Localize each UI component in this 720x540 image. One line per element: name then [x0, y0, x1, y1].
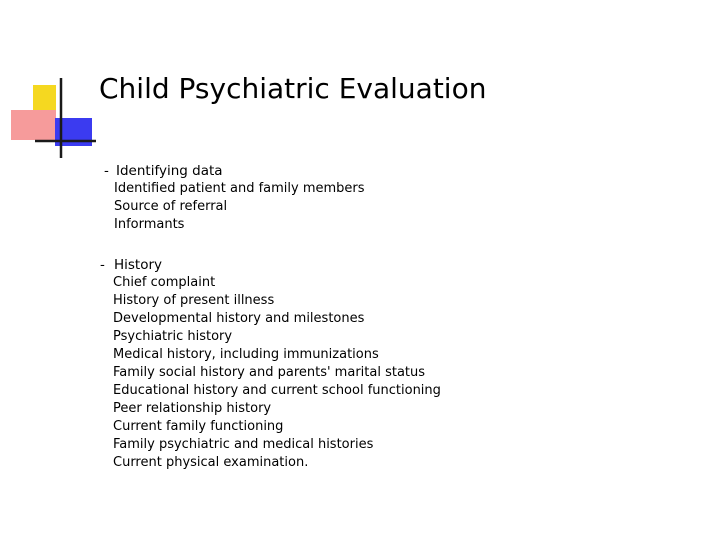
- list-item: Informants: [114, 217, 185, 232]
- section-identifying-data: [104, 162, 365, 234]
- section-heading-text: Identifying data: [116, 163, 223, 179]
- list-item: Current family functioning: [113, 419, 284, 434]
- section-heading-text: History: [114, 257, 163, 273]
- list-item: Psychiatric history: [113, 329, 233, 344]
- list-item: Chief complaint: [113, 275, 216, 290]
- section-item-list: [104, 180, 365, 234]
- list-item: Current physical examination.: [113, 455, 309, 470]
- list-item: Family social history and parents' marital status: [113, 365, 426, 380]
- list-item: History of present illness: [113, 293, 275, 308]
- slide-title: Child Psychiatric Evaluation: [99, 72, 487, 105]
- list-item: Identified patient and family members: [114, 181, 365, 196]
- dash-bullet: -: [104, 163, 109, 179]
- section-heading: [104, 162, 365, 180]
- list-item: Source of referral: [114, 199, 228, 214]
- list-item: Family psychiatric and medical histories: [113, 437, 374, 452]
- section-heading: [100, 256, 441, 274]
- list-item: Medical history, including immunizations: [113, 347, 379, 362]
- dash-bullet: -: [100, 257, 105, 273]
- decoration-yellow-square: [33, 85, 56, 110]
- title-decoration-graphic: [0, 0, 110, 170]
- section-item-list: [100, 274, 441, 472]
- list-item: Developmental history and milestones: [113, 311, 365, 326]
- list-item: Peer relationship history: [113, 401, 272, 416]
- section-history: [100, 256, 441, 472]
- decoration-red-square: [11, 110, 56, 140]
- list-item: Educational history and current school functioning: [113, 383, 441, 398]
